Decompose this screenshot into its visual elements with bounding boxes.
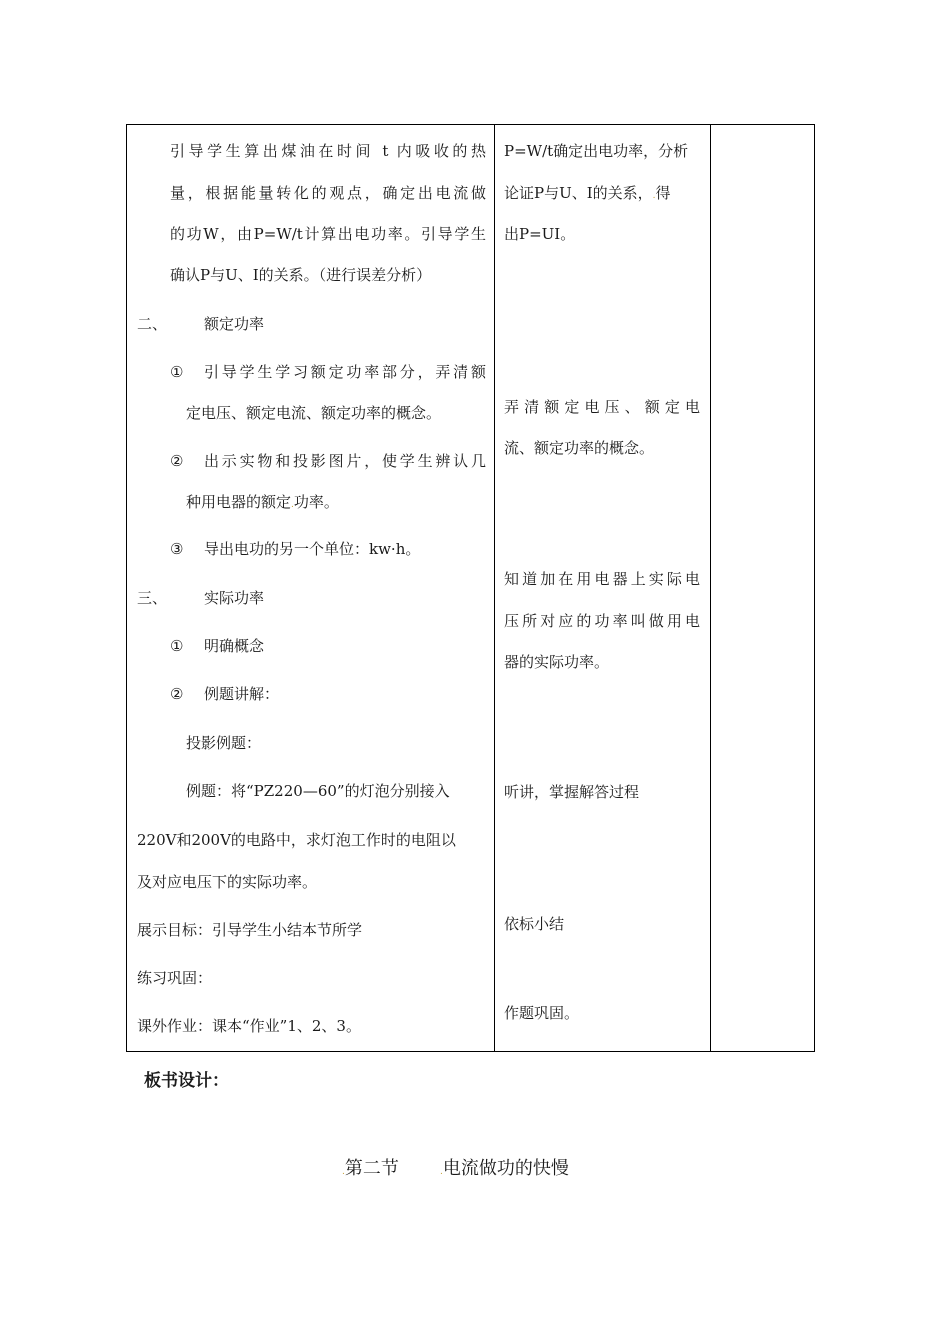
item-text: 明确概念	[204, 637, 265, 655]
section-title: 额定功率	[204, 315, 265, 333]
board-section-heading: .第二节	[342, 1158, 399, 1179]
student-activity-line: 听讲，掌握解答过程	[504, 783, 640, 801]
item-number: ①	[170, 363, 184, 381]
example-label: 投影例题：	[186, 734, 262, 752]
student-activity-line: 器的实际功率。	[504, 653, 610, 671]
homework-text: 课外作业：课本“作业”1、2、3。	[137, 1017, 361, 1035]
item-text: 例题讲解：	[204, 685, 280, 703]
item-number: ①	[170, 637, 184, 655]
student-activity-line: 压所对应的功率叫做用电	[504, 612, 700, 630]
student-activity-line: P=W/t确定出电功率，分析	[504, 142, 689, 160]
board-topic-heading: .电流做功的快慢	[440, 1158, 569, 1179]
student-activity-line: 依标小结	[504, 915, 565, 933]
mark-dot: .	[342, 1167, 345, 1177]
teaching-text-line: 的功W，由P=W/t计算出电功率。引导学生	[170, 225, 486, 243]
column-divider	[494, 125, 495, 1051]
board-design-title: 板书设计：	[144, 1071, 229, 1091]
teaching-text-line: 量，根据能量转化的观点，确定出电流做	[170, 184, 486, 202]
mark-dot: .	[291, 500, 294, 510]
example-text: 及对应电压下的实际功率。	[137, 873, 318, 891]
student-activity-line: 作题巩固。	[504, 1004, 580, 1022]
mark-dot: .	[652, 191, 656, 201]
item-text: 出示实物和投影图片，使学生辨认几	[204, 452, 486, 470]
student-activity-line: 出P=UI。	[504, 225, 576, 243]
item-number: ③	[170, 540, 184, 558]
example-text: 例题：将“PZ220—60”的灯泡分别接入	[186, 782, 450, 800]
item-number: ②	[170, 452, 184, 470]
lesson-table	[126, 124, 815, 1052]
section-title: 实际功率	[204, 589, 265, 607]
teaching-text-line: 引导学生算出煤油在时间 t 内吸收的热	[170, 142, 486, 160]
practice-text: 练习巩固：	[137, 969, 213, 987]
section-number: 二、	[137, 315, 168, 333]
item-text: 定电压、额定电流、额定功率的概念。	[186, 404, 442, 422]
summary-text: 展示目标：引导学生小结本节所学	[137, 921, 363, 939]
item-text: 导出电功的另一个单位：kw·h。	[204, 540, 421, 558]
section-number: 三、	[137, 589, 168, 607]
example-text: 220V和200V的电路中，求灯泡工作时的电阻以	[137, 831, 456, 849]
item-number: ②	[170, 685, 184, 703]
item-text: 种用电器的额定.功率。	[186, 493, 339, 511]
column-divider	[710, 125, 711, 1051]
student-activity-line: 论证P与U、I的关系，.得	[504, 184, 671, 202]
student-activity-line: 流、额定功率的概念。	[504, 439, 655, 457]
teaching-text-line: 确认P与U、I的关系。（进行误差分析）	[170, 266, 432, 284]
item-text: 引导学生学习额定功率部分，弄清额	[204, 363, 486, 381]
student-activity-line: 知道加在用电器上实际电	[504, 570, 700, 588]
student-activity-line: 弄清额定电压、额定电	[504, 398, 700, 416]
mark-dot: .	[440, 1167, 443, 1177]
